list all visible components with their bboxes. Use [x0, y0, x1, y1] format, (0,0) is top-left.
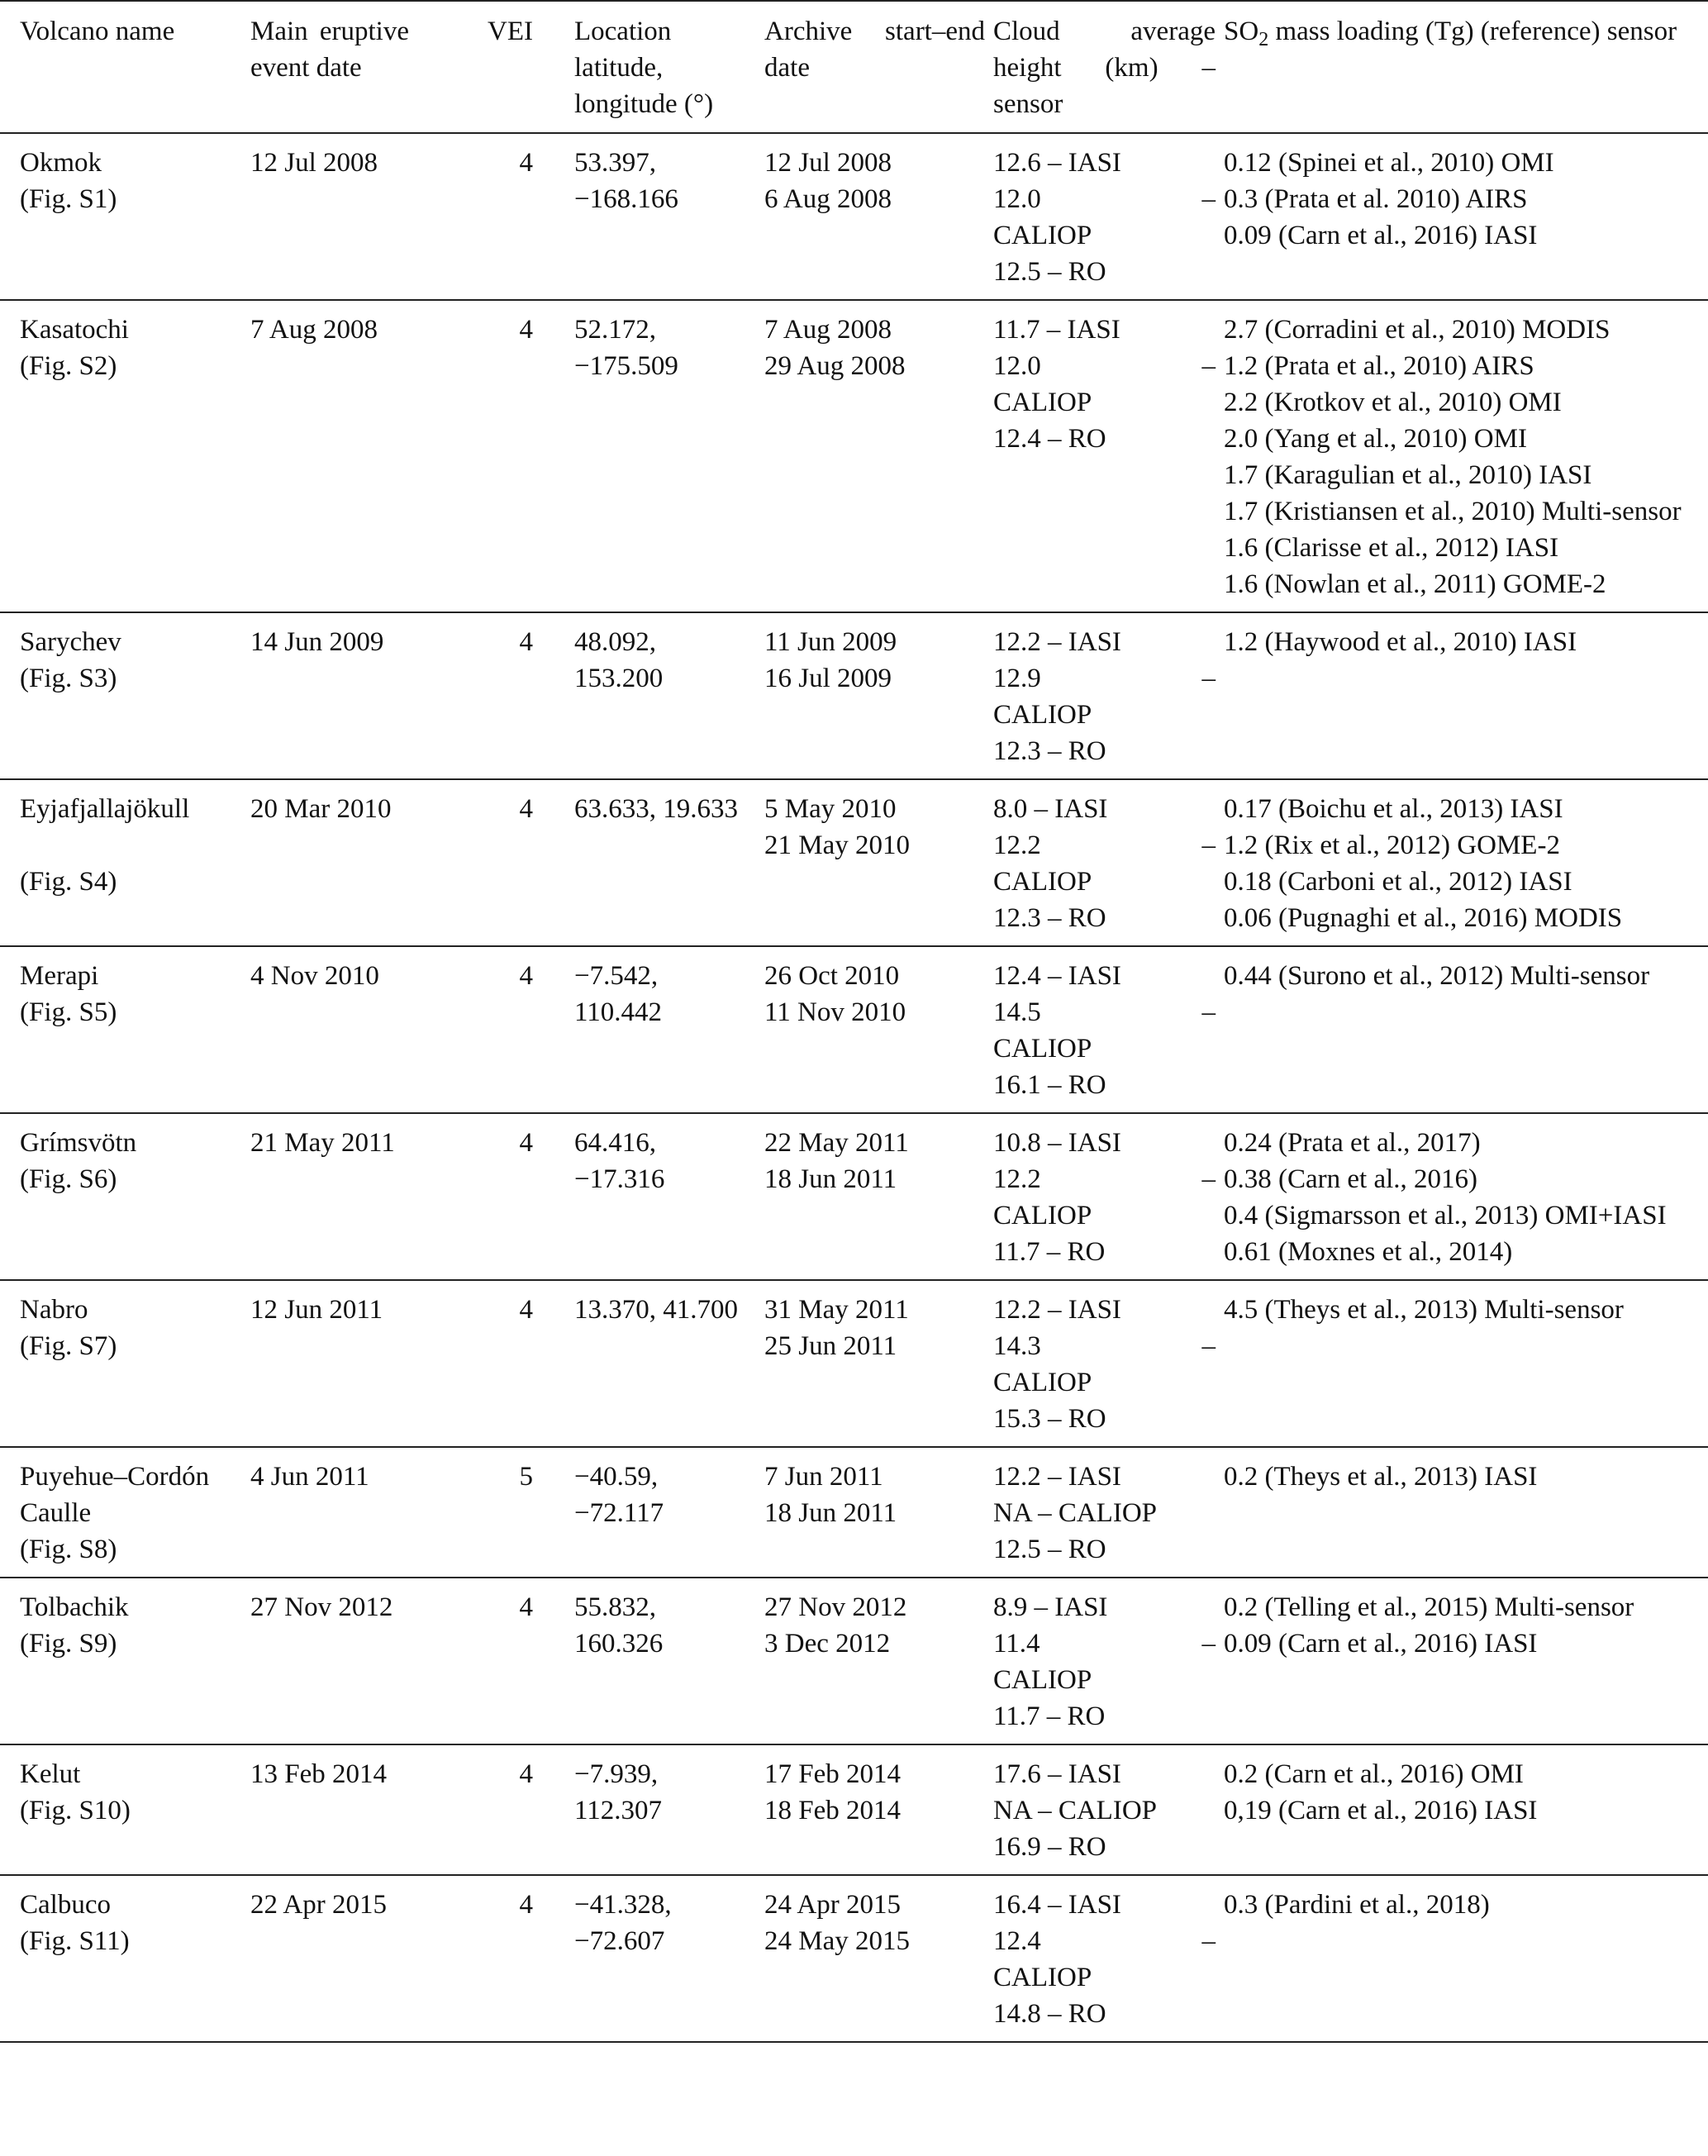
- figure-reference: (Fig. S10): [20, 1796, 131, 1825]
- cloud-height-cell: [993, 1578, 1224, 1744]
- header-archive: Archive start–end date: [764, 17, 985, 83]
- so2-reference: 1.6 (Nowlan et al., 2011) GOME-2: [1224, 569, 1606, 599]
- location-cell: [533, 779, 764, 946]
- vei-cell: [442, 1875, 533, 2042]
- volcano-name-cell: [0, 612, 250, 779]
- cloud-caliop-value-line: [993, 1923, 1216, 1959]
- cloud-caliop-value-line: [993, 660, 1216, 697]
- archive-date: 25 Jun 2011: [764, 1331, 897, 1361]
- cloud-height-cell: [993, 612, 1224, 779]
- so2-reference: 1.2 (Rix et al., 2012) GOME-2: [1224, 831, 1560, 860]
- cloud-caliop-value-line: [993, 181, 1216, 217]
- cloud-height-cell: [993, 1744, 1224, 1875]
- cloud-caliop-value-line: [993, 1625, 1216, 1662]
- vei-cell: [442, 1447, 533, 1578]
- cloud-caliop-value: 12.9: [993, 664, 1041, 693]
- header-cloud-height: Cloud average height (km) – sensor: [993, 17, 1216, 119]
- so2-reference: 1.7 (Kristiansen et al., 2010) Multi-sensor: [1224, 497, 1682, 526]
- vei-value: 4: [519, 627, 533, 657]
- cloud-height-cell: [993, 1875, 1224, 2042]
- cloud-iasi: 12.2 – IASI: [993, 1462, 1121, 1492]
- volcano-name-cell: [0, 1744, 250, 1875]
- cloud-caliop-dash: –: [1201, 997, 1216, 1027]
- event-date: 22 Apr 2015: [250, 1890, 387, 1920]
- so2-reference: 0.09 (Carn et al., 2016) IASI: [1224, 221, 1538, 250]
- archive-date: 29 Aug 2008: [764, 351, 906, 381]
- volcano-name-cell: [0, 946, 250, 1113]
- vei-cell: [442, 779, 533, 946]
- location-line: −17.316: [574, 1164, 665, 1194]
- table-row: [0, 1578, 1708, 1744]
- archive-date: 17 Feb 2014: [764, 1759, 901, 1789]
- so2-reference: 0.61 (Moxnes et al., 2014): [1224, 1237, 1513, 1267]
- table-row: [0, 133, 1708, 300]
- event-date-cell: [250, 1578, 442, 1744]
- location-line: −175.509: [574, 351, 678, 381]
- table-row: [0, 1280, 1708, 1447]
- table-row: [0, 612, 1708, 779]
- event-date: 4 Nov 2010: [250, 961, 379, 991]
- vei-value: 4: [519, 1890, 533, 1920]
- cloud-height-cell: [993, 1280, 1224, 1447]
- event-date-cell: [250, 1447, 442, 1578]
- vei-cell: [442, 612, 533, 779]
- so2-loading-cell: [1224, 779, 1708, 946]
- so2-reference: 0.38 (Carn et al., 2016): [1224, 1164, 1478, 1194]
- cloud-caliop-label: CALIOP: [993, 221, 1092, 250]
- archive-date: 5 May 2010: [764, 794, 897, 824]
- so2-loading-cell: [1224, 1875, 1708, 2042]
- cloud-iasi: 12.4 – IASI: [993, 961, 1121, 991]
- event-date-cell: [250, 1875, 442, 2042]
- cloud-ro: 11.7 – RO: [993, 1237, 1106, 1267]
- cloud-caliop-label: CALIOP: [993, 1034, 1092, 1064]
- cloud-iasi: 17.6 – IASI: [993, 1759, 1121, 1789]
- archive-date: 18 Feb 2014: [764, 1796, 901, 1825]
- cloud-caliop-value: 12.2: [993, 1164, 1041, 1194]
- event-date: 12 Jul 2008: [250, 148, 378, 178]
- archive-date: 18 Jun 2011: [764, 1164, 897, 1194]
- cloud-ro: 14.8 – RO: [993, 1999, 1106, 2029]
- location-line: −7.939,: [574, 1759, 659, 1789]
- header-volcano-name: Volcano name: [20, 17, 175, 46]
- archive-date: 31 May 2011: [764, 1295, 909, 1325]
- volcano-name: Nabro: [20, 1295, 88, 1325]
- cloud-height-cell: [993, 1113, 1224, 1280]
- figure-reference: (Fig. S3): [20, 664, 117, 693]
- event-date: 12 Jun 2011: [250, 1295, 383, 1325]
- so2-reference: 0,19 (Carn et al., 2016) IASI: [1224, 1796, 1538, 1825]
- table-row: [0, 300, 1708, 612]
- cloud-ro: 12.5 – RO: [993, 1535, 1106, 1564]
- cloud-caliop-dash: –: [1201, 1629, 1216, 1659]
- so2-reference: 1.2 (Prata et al., 2010) AIRS: [1224, 351, 1534, 381]
- so2-reference: 0.4 (Sigmarsson et al., 2013) OMI+IASI: [1224, 1201, 1667, 1230]
- archive-date: 7 Jun 2011: [764, 1462, 883, 1492]
- archive-date: 3 Dec 2012: [764, 1629, 891, 1659]
- volcano-name: Merapi: [20, 961, 99, 991]
- header-row: [0, 1, 1708, 133]
- archive-cell: [764, 133, 993, 300]
- archive-cell: [764, 1113, 993, 1280]
- volcano-name: Kelut: [20, 1759, 81, 1789]
- vei-value: 5: [519, 1462, 533, 1492]
- location-cell: [533, 1113, 764, 1280]
- table-row: [0, 1875, 1708, 2042]
- archive-cell: [764, 300, 993, 612]
- so2-loading-cell: [1224, 1280, 1708, 1447]
- event-date: 4 Jun 2011: [250, 1462, 369, 1492]
- vei-cell: [442, 133, 533, 300]
- so2-loading-cell: [1224, 1578, 1708, 1744]
- header-event-date: Main eruptive event date: [250, 17, 409, 83]
- location-cell: [533, 612, 764, 779]
- cloud-caliop-dash: –: [1201, 1164, 1216, 1194]
- so2-reference: 0.17 (Boichu et al., 2013) IASI: [1224, 794, 1563, 824]
- archive-cell: [764, 1875, 993, 2042]
- archive-date: 18 Jun 2011: [764, 1498, 897, 1528]
- cloud-caliop-dash: –: [1201, 664, 1216, 693]
- location-line: 110.442: [574, 997, 663, 1027]
- location-line: −7.542,: [574, 961, 659, 991]
- cloud-ro: 16.9 – RO: [993, 1832, 1106, 1862]
- so2-reference: 0.12 (Spinei et al., 2010) OMI: [1224, 148, 1554, 178]
- so2-reference: 2.7 (Corradini et al., 2010) MODIS: [1224, 315, 1610, 345]
- cloud-caliop-dash: –: [1201, 1926, 1216, 1956]
- cloud-ro: 16.1 – RO: [993, 1070, 1106, 1100]
- cloud-iasi: 12.2 – IASI: [993, 627, 1121, 657]
- archive-cell: [764, 1280, 993, 1447]
- table-row: [0, 779, 1708, 946]
- volcano-name-cell: [0, 1280, 250, 1447]
- cloud-caliop-value: 12.0: [993, 184, 1041, 214]
- so2-reference: 1.7 (Karagulian et al., 2010) IASI: [1224, 460, 1592, 490]
- table-body: [0, 133, 1708, 2042]
- vei-value: 4: [519, 1295, 533, 1325]
- cloud-ro: 15.3 – RO: [993, 1404, 1106, 1434]
- event-date-cell: [250, 779, 442, 946]
- cloud-caliop-value: 12.0: [993, 351, 1041, 381]
- header-location: Location latitude, longitude (°): [574, 17, 714, 119]
- archive-date: 22 May 2011: [764, 1128, 909, 1158]
- cloud-ro: 12.4 – RO: [993, 424, 1106, 454]
- archive-date: 24 Apr 2015: [764, 1890, 901, 1920]
- so2-reference: 2.2 (Krotkov et al., 2010) OMI: [1224, 388, 1562, 417]
- cloud-caliop-value-line: [993, 827, 1216, 864]
- cloud-caliop-dash: –: [1201, 351, 1216, 381]
- archive-date: 24 May 2015: [764, 1926, 910, 1956]
- header-so2-loading: $SO_2$ mass loading (Tg) (reference) sensor: [1224, 17, 1677, 50]
- cloud-caliop-value: 11.4: [993, 1629, 1040, 1659]
- location-line: 112.307: [574, 1796, 663, 1825]
- archive-date: 27 Nov 2012: [764, 1592, 907, 1622]
- vei-value: 4: [519, 1592, 533, 1622]
- location-line: 160.326: [574, 1629, 664, 1659]
- volcano-name: Tolbachik: [20, 1592, 129, 1622]
- cloud-ro: 11.7 – RO: [993, 1701, 1106, 1731]
- volcano-name-cell: [0, 1578, 250, 1744]
- location-cell: [533, 1875, 764, 2042]
- so2-loading-cell: [1224, 612, 1708, 779]
- figure-reference: (Fig. S7): [20, 1331, 117, 1361]
- figure-reference: (Fig. S11): [20, 1926, 130, 1956]
- archive-date: 7 Aug 2008: [764, 315, 892, 345]
- cloud-caliop-value: 14.5: [993, 997, 1041, 1027]
- so2-loading-cell: [1224, 1744, 1708, 1875]
- vei-value: 4: [519, 315, 533, 345]
- location-line: 48.092,: [574, 627, 656, 657]
- location-line: −72.117: [574, 1498, 664, 1528]
- volcano-name-cell: [0, 1447, 250, 1578]
- so2-reference: 0.2 (Telling et al., 2015) Multi-sensor: [1224, 1592, 1634, 1622]
- location-cell: [533, 1447, 764, 1578]
- cloud-caliop-value: 12.4: [993, 1926, 1041, 1956]
- location-line: 53.397,: [574, 148, 656, 178]
- table-row: [0, 1744, 1708, 1875]
- cloud-caliop-dash: –: [1201, 184, 1216, 214]
- cloud-iasi: 12.2 – IASI: [993, 1295, 1121, 1325]
- archive-cell: [764, 779, 993, 946]
- volcano-name-cell: [0, 133, 250, 300]
- event-date-cell: [250, 1113, 442, 1280]
- archive-date: 6 Aug 2008: [764, 184, 892, 214]
- vei-cell: [442, 300, 533, 612]
- cloud-caliop-value-line: [993, 1161, 1216, 1197]
- so2-reference: 0.09 (Carn et al., 2016) IASI: [1224, 1629, 1538, 1659]
- event-date-cell: [250, 1280, 442, 1447]
- cloud-caliop-dash: –: [1201, 831, 1216, 860]
- cloud-iasi: 8.9 – IASI: [993, 1592, 1108, 1622]
- so2-reference: 0.44 (Surono et al., 2012) Multi-sensor: [1224, 961, 1650, 991]
- cloud-caliop-value: 12.2: [993, 831, 1041, 860]
- cloud-caliop-label: CALIOP: [993, 867, 1092, 897]
- cloud-iasi: 12.6 – IASI: [993, 148, 1121, 178]
- volcano-name-cell: [0, 300, 250, 612]
- location-line: 13.370, 41.700: [574, 1295, 738, 1325]
- table-row: [0, 1447, 1708, 1578]
- volcano-name: Eyjafjallajökull: [20, 794, 190, 824]
- location-cell: [533, 1578, 764, 1744]
- vei-value: 4: [519, 1759, 533, 1789]
- cloud-caliop-label: CALIOP: [993, 388, 1092, 417]
- archive-cell: [764, 1447, 993, 1578]
- so2-reference: 1.2 (Haywood et al., 2010) IASI: [1224, 627, 1577, 657]
- location-cell: [533, 1744, 764, 1875]
- volcano-name: Grímsvötn: [20, 1128, 137, 1158]
- so2-reference: 2.0 (Yang et al., 2010) OMI: [1224, 424, 1527, 454]
- cloud-caliop-value: 14.3: [993, 1331, 1041, 1361]
- event-date-cell: [250, 612, 442, 779]
- vei-cell: [442, 1113, 533, 1280]
- vei-value: 4: [519, 1128, 533, 1158]
- cloud-ro: 12.5 – RO: [993, 257, 1106, 287]
- archive-date: 26 Oct 2010: [764, 961, 900, 991]
- location-line: 52.172,: [574, 315, 656, 345]
- vei-value: 4: [519, 148, 533, 178]
- cloud-caliop-value-line: [993, 994, 1216, 1030]
- archive-cell: [764, 1578, 993, 1744]
- archive-cell: [764, 612, 993, 779]
- location-cell: [533, 946, 764, 1113]
- cloud-caliop: NA – CALIOP: [993, 1498, 1158, 1528]
- vei-cell: [442, 1744, 533, 1875]
- event-date: 21 May 2011: [250, 1128, 395, 1158]
- so2-loading-cell: [1224, 1113, 1708, 1280]
- location-line: −72.607: [574, 1926, 665, 1956]
- so2-loading-cell: [1224, 946, 1708, 1113]
- vei-cell: [442, 1280, 533, 1447]
- cloud-height-cell: [993, 946, 1224, 1113]
- cloud-iasi: 11.7 – IASI: [993, 315, 1120, 345]
- so2-reference: 0.24 (Prata et al., 2017): [1224, 1128, 1481, 1158]
- location-line: 64.416,: [574, 1128, 656, 1158]
- volcano-name: Kasatochi: [20, 315, 129, 345]
- cloud-caliop-value-line: [993, 348, 1216, 384]
- so2-reference: 1.6 (Clarisse et al., 2012) IASI: [1224, 533, 1559, 563]
- event-date-cell: [250, 1744, 442, 1875]
- volcano-name: Okmok: [20, 148, 102, 178]
- cloud-ro: 12.3 – RO: [993, 903, 1106, 933]
- location-line: −168.166: [574, 184, 678, 214]
- figure-reference: (Fig. S9): [20, 1629, 117, 1659]
- cloud-caliop-label: CALIOP: [993, 1201, 1092, 1230]
- volcano-name-cell: [0, 1875, 250, 2042]
- location-line: 55.832,: [574, 1592, 656, 1622]
- volcano-name-cell: [0, 1113, 250, 1280]
- event-date: 20 Mar 2010: [250, 794, 392, 824]
- archive-date: 12 Jul 2008: [764, 148, 892, 178]
- cloud-height-cell: [993, 779, 1224, 946]
- table-row: [0, 1113, 1708, 1280]
- archive-date: 11 Nov 2010: [764, 997, 906, 1027]
- cloud-caliop-label: CALIOP: [993, 1665, 1092, 1695]
- event-date-cell: [250, 946, 442, 1113]
- event-date-cell: [250, 300, 442, 612]
- so2-reference: 0.18 (Carboni et al., 2012) IASI: [1224, 867, 1572, 897]
- cloud-caliop-label: CALIOP: [993, 1368, 1092, 1397]
- spacer: [20, 827, 250, 864]
- cloud-iasi: 10.8 – IASI: [993, 1128, 1121, 1158]
- so2-reference: 0.06 (Pugnaghi et al., 2016) MODIS: [1224, 903, 1623, 933]
- figure-reference: (Fig. S4): [20, 867, 117, 897]
- cloud-height-cell: [993, 133, 1224, 300]
- location-line: −40.59,: [574, 1462, 659, 1492]
- volcano-name: Puyehue–Cordón Caulle: [20, 1462, 210, 1528]
- table-row: [0, 946, 1708, 1113]
- cloud-caliop-value-line: [993, 1328, 1216, 1364]
- vei-value: 4: [519, 961, 533, 991]
- cloud-caliop-label: CALIOP: [993, 1963, 1092, 1992]
- location-cell: [533, 133, 764, 300]
- so2-reference: 0.3 (Prata et al. 2010) AIRS: [1224, 184, 1528, 214]
- event-date: 7 Aug 2008: [250, 315, 378, 345]
- so2-reference: 0.2 (Carn et al., 2016) OMI: [1224, 1759, 1524, 1789]
- location-line: 63.633, 19.633: [574, 794, 738, 824]
- cloud-iasi: 8.0 – IASI: [993, 794, 1108, 824]
- cloud-caliop-dash: –: [1201, 1331, 1216, 1361]
- figure-reference: (Fig. S6): [20, 1164, 117, 1194]
- location-line: −41.328,: [574, 1890, 672, 1920]
- figure-reference: (Fig. S2): [20, 351, 117, 381]
- figure-reference: (Fig. S5): [20, 997, 117, 1027]
- archive-date: 21 May 2010: [764, 831, 910, 860]
- event-date-cell: [250, 133, 442, 300]
- so2-loading-cell: [1224, 133, 1708, 300]
- location-cell: [533, 1280, 764, 1447]
- volcano-name: Calbuco: [20, 1890, 111, 1920]
- volcano-name-cell: [0, 779, 250, 946]
- cloud-height-cell: [993, 300, 1224, 612]
- cloud-height-cell: [993, 1447, 1224, 1578]
- cloud-iasi: 16.4 – IASI: [993, 1890, 1121, 1920]
- figure-reference: (Fig. S8): [20, 1535, 117, 1564]
- volcano-name: Sarychev: [20, 627, 121, 657]
- figure-reference: (Fig. S1): [20, 184, 117, 214]
- header-vei: VEI: [488, 17, 533, 46]
- so2-reference: 0.3 (Pardini et al., 2018): [1224, 1890, 1490, 1920]
- archive-cell: [764, 946, 993, 1113]
- so2-reference: 4.5 (Theys et al., 2013) Multi-sensor: [1224, 1295, 1624, 1325]
- archive-date: 16 Jul 2009: [764, 664, 892, 693]
- location-line: 153.200: [574, 664, 664, 693]
- vei-value: 4: [519, 794, 533, 824]
- event-date: 13 Feb 2014: [250, 1759, 387, 1789]
- vei-cell: [442, 946, 533, 1113]
- archive-cell: [764, 1744, 993, 1875]
- so2-loading-cell: [1224, 1447, 1708, 1578]
- event-date: 14 Jun 2009: [250, 627, 384, 657]
- cloud-ro: 12.3 – RO: [993, 736, 1106, 766]
- location-cell: [533, 300, 764, 612]
- vei-cell: [442, 1578, 533, 1744]
- so2-reference: 0.2 (Theys et al., 2013) IASI: [1224, 1462, 1538, 1492]
- cloud-caliop-label: CALIOP: [993, 700, 1092, 730]
- so2-loading-cell: [1224, 300, 1708, 612]
- cloud-caliop: NA – CALIOP: [993, 1796, 1158, 1825]
- event-date: 27 Nov 2012: [250, 1592, 393, 1622]
- archive-date: 11 Jun 2009: [764, 627, 897, 657]
